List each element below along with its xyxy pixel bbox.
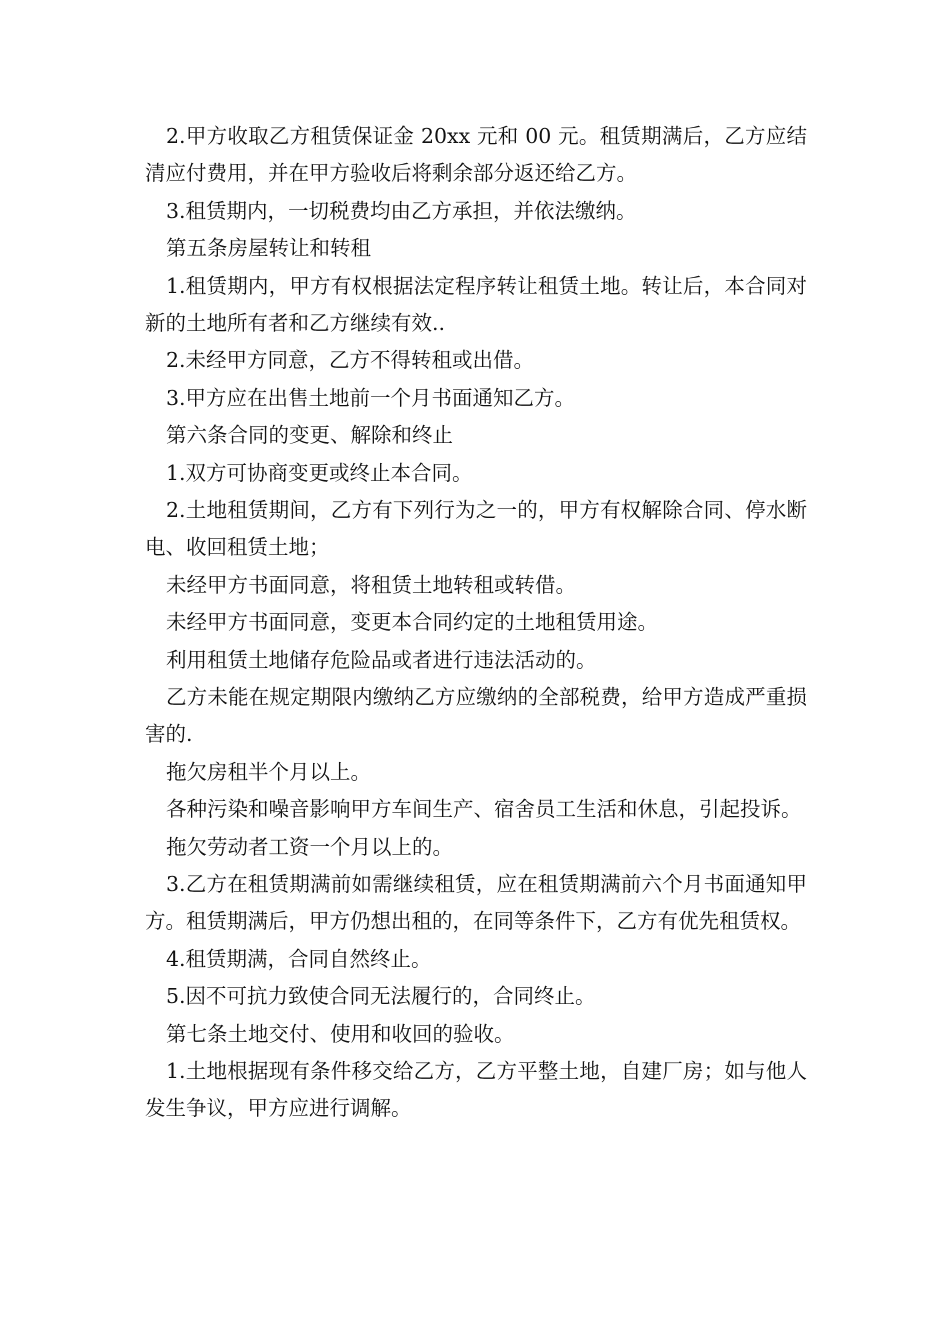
paragraph-condition-taxes: 乙方未能在规定期限内缴纳乙方应缴纳的全部税费，给甲方造成严重损害的. — [145, 685, 807, 746]
paragraph-notice: 3.甲方应在出售土地前一个月书面通知乙方。 — [166, 385, 576, 410]
paragraph-negotiate: 1.双方可协商变更或终止本合同。 — [166, 460, 473, 485]
paragraph-renewal: 3.乙方在租赁期满前如需继续租赁，应在租赁期满前六个月书面通知甲方。租赁期满后，甲方仍想出租的，在同等条件下，乙方有优先租赁权。 — [145, 872, 807, 933]
section-heading-article-5: 第五条房屋转让和转租 — [166, 236, 371, 260]
paragraph-force-majeure: 5.因不可抗力致使合同无法履行的，合同终止。 — [166, 984, 596, 1008]
paragraph-expiry: 4.租赁期满，合同自然终止。 — [166, 946, 432, 971]
paragraph-condition-hazard: 利用租赁土地储存危险品或者进行违法活动的。 — [166, 647, 597, 672]
paragraph-termination-rights: 2.土地租赁期间，乙方有下列行为之一的，甲方有权解除合同、停水断电、收回租赁土地； — [145, 498, 807, 559]
paragraph-no-sublet: 2.未经甲方同意，乙方不得转租或出借。 — [166, 348, 535, 372]
paragraph-condition-usage: 未经甲方书面同意，变更本合同约定的土地租赁用途。 — [166, 610, 658, 634]
paragraph-condition-pollution: 各种污染和噪音影响甲方车间生产、宿舍员工生活和休息，引起投诉。 — [166, 797, 802, 821]
section-heading-article-6: 第六条合同的变更、解除和终止 — [166, 423, 453, 447]
paragraph-taxes: 3.租赁期内，一切税费均由乙方承担，并依法缴纳。 — [166, 198, 637, 223]
section-heading-article-7: 第七条土地交付、使用和收回的验收。 — [166, 1021, 515, 1046]
paragraph-transfer: 1.租赁期内，甲方有权根据法定程序转让租赁土地。转让后，本合同对新的土地所有者和乙方继续有效.. — [145, 273, 807, 335]
paragraph-condition-wages: 拖欠劳动者工资一个月以上的。 — [166, 834, 453, 859]
paragraph-deposit: 2.甲方收取乙方租赁保证金 20xx 元和 00 元。租赁期满后，乙方应结清应付费用，并在甲方验收后将剩余部分返还给乙方。 — [145, 124, 807, 185]
paragraph-handover: 1.土地根据现有条件移交给乙方，乙方平整土地，自建厂房；如与他人发生争议，甲方应进行调解。 — [145, 1059, 807, 1120]
document-body — [145, 118, 807, 1128]
paragraph-condition-rent: 拖欠房租半个月以上。 — [166, 759, 371, 784]
paragraph-condition-sublet: 未经甲方书面同意，将租赁土地转租或转借。 — [166, 572, 576, 597]
